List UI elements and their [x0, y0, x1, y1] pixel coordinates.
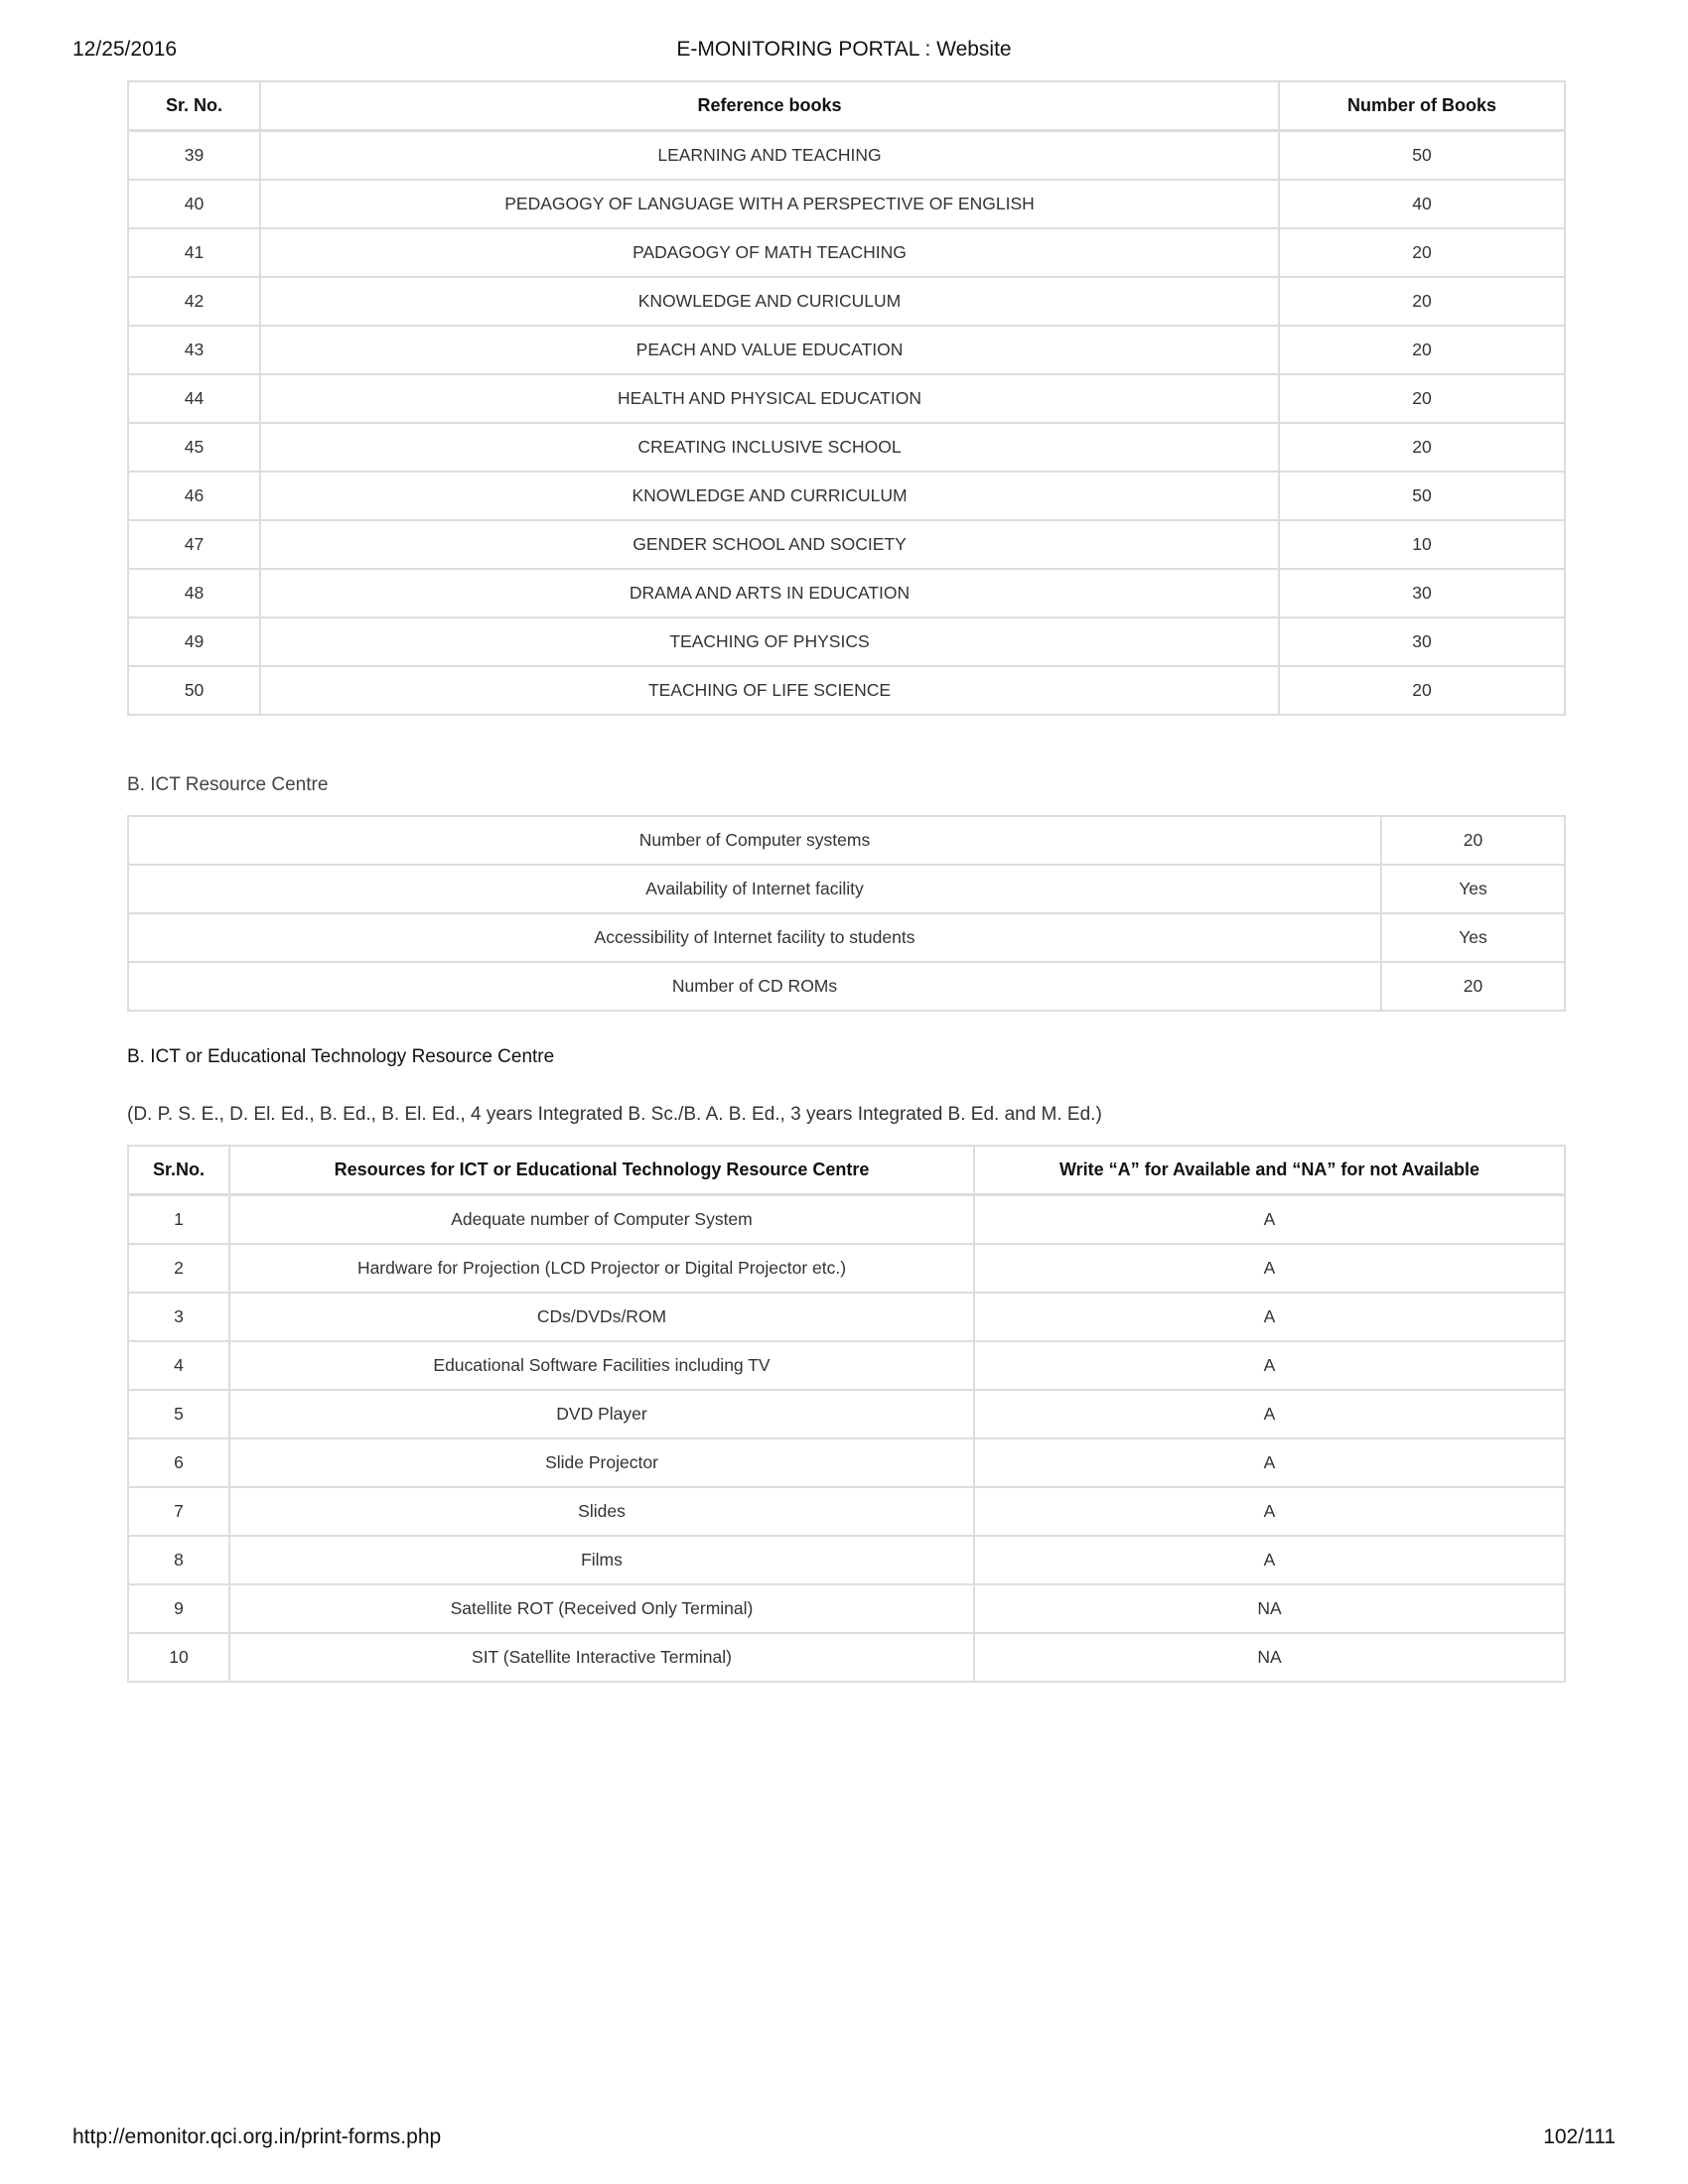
availability-cell: A [974, 1244, 1565, 1293]
number-of-books-cell: 50 [1279, 131, 1565, 181]
sr-no-cell: 5 [128, 1390, 229, 1438]
sr-no-cell: 48 [128, 569, 260, 617]
table-row [128, 569, 1565, 617]
reference-book-cell: LEARNING AND TEACHING [260, 131, 1279, 181]
table-row [128, 1536, 1565, 1584]
sr-no-cell: 47 [128, 520, 260, 569]
table-row [128, 865, 1565, 913]
table-row [128, 962, 1565, 1011]
ict-item-cell: Number of Computer systems [128, 816, 1381, 865]
sr-no-cell: 7 [128, 1487, 229, 1536]
number-of-books-cell: 20 [1279, 423, 1565, 472]
sr-no-cell: 41 [128, 228, 260, 277]
table-header-row [128, 81, 1565, 131]
sr-no-cell: 45 [128, 423, 260, 472]
table-row [128, 1244, 1565, 1293]
table-row [128, 1633, 1565, 1682]
sr-no-cell: 50 [128, 666, 260, 715]
availability-cell: A [974, 1536, 1565, 1584]
ict-value-cell: Yes [1381, 913, 1565, 962]
ict-value-cell: 20 [1381, 962, 1565, 1011]
reference-books-table [127, 80, 1566, 716]
column-header-sr-no: Sr.No. [128, 1146, 229, 1195]
table-row [128, 1341, 1565, 1390]
number-of-books-cell: 30 [1279, 569, 1565, 617]
reference-book-cell: PEACH AND VALUE EDUCATION [260, 326, 1279, 374]
availability-cell: A [974, 1487, 1565, 1536]
availability-cell: A [974, 1293, 1565, 1341]
table-row [128, 228, 1565, 277]
ict-item-cell: Availability of Internet facility [128, 865, 1381, 913]
table-row [128, 816, 1565, 865]
ict-resource-table [127, 815, 1566, 1012]
resource-cell: Hardware for Projection (LCD Projector or Digital Projector etc.) [229, 1244, 974, 1293]
reference-book-cell: KNOWLEDGE AND CURICULUM [260, 277, 1279, 326]
table-row [128, 374, 1565, 423]
number-of-books-cell: 20 [1279, 326, 1565, 374]
resource-cell: Films [229, 1536, 974, 1584]
page-title: E-MONITORING PORTAL : Website [676, 38, 1012, 61]
sr-no-cell: 39 [128, 131, 260, 181]
table-row [128, 131, 1565, 181]
table-row [128, 423, 1565, 472]
resource-cell: Satellite ROT (Received Only Terminal) [229, 1584, 974, 1633]
sr-no-cell: 46 [128, 472, 260, 520]
number-of-books-cell: 10 [1279, 520, 1565, 569]
number-of-books-cell: 20 [1279, 228, 1565, 277]
column-header-resources: Resources for ICT or Educational Technology Resource Centre [229, 1146, 974, 1195]
table-header-row [128, 1146, 1565, 1195]
availability-cell: A [974, 1390, 1565, 1438]
table-row [128, 666, 1565, 715]
sr-no-cell: 8 [128, 1536, 229, 1584]
availability-cell: NA [974, 1633, 1565, 1682]
table-row [128, 180, 1565, 228]
print-footer [72, 2125, 1616, 2155]
availability-cell: NA [974, 1584, 1565, 1633]
reference-book-cell: GENDER SCHOOL AND SOCIETY [260, 520, 1279, 569]
sr-no-cell: 10 [128, 1633, 229, 1682]
number-of-books-cell: 20 [1279, 666, 1565, 715]
ict-item-cell: Accessibility of Internet facility to students [128, 913, 1381, 962]
reference-book-cell: HEALTH AND PHYSICAL EDUCATION [260, 374, 1279, 423]
sr-no-cell: 4 [128, 1341, 229, 1390]
resource-cell: SIT (Satellite Interactive Terminal) [229, 1633, 974, 1682]
table-row [128, 520, 1565, 569]
number-of-books-cell: 30 [1279, 617, 1565, 666]
resource-cell: Educational Software Facilities including TV [229, 1341, 974, 1390]
table-row [128, 617, 1565, 666]
educational-technology-resources-table [127, 1145, 1566, 1683]
table-row [128, 913, 1565, 962]
resource-cell: Adequate number of Computer System [229, 1195, 974, 1245]
table-row [128, 1487, 1565, 1536]
sr-no-cell: 6 [128, 1438, 229, 1487]
resources-section-heading: B. ICT or Educational Technology Resource Centre [127, 1046, 555, 1067]
ict-item-cell: Number of CD ROMs [128, 962, 1381, 1011]
sr-no-cell: 44 [128, 374, 260, 423]
page-url: http://emonitor.qci.org.in/print-forms.php [72, 2125, 442, 2148]
resource-cell: Slides [229, 1487, 974, 1536]
resources-section-subheading: (D. P. S. E., D. El. Ed., B. Ed., B. El. Ed., 4 years Integrated B. Sc./B. A. B. Ed., 3 years Integrated B. Ed. and M. Ed.) [127, 1104, 1102, 1125]
sr-no-cell: 49 [128, 617, 260, 666]
table-row [128, 1390, 1565, 1438]
number-of-books-cell: 50 [1279, 472, 1565, 520]
sr-no-cell: 2 [128, 1244, 229, 1293]
table-row [128, 472, 1565, 520]
sr-no-cell: 42 [128, 277, 260, 326]
educational-technology-resources-body [128, 1195, 1565, 1683]
sr-no-cell: 40 [128, 180, 260, 228]
availability-cell: A [974, 1195, 1565, 1245]
number-of-books-cell: 20 [1279, 277, 1565, 326]
table-row [128, 1584, 1565, 1633]
resource-cell: CDs/DVDs/ROM [229, 1293, 974, 1341]
column-header-number-of-books: Number of Books [1279, 81, 1565, 131]
column-header-sr-no: Sr. No. [128, 81, 260, 131]
reference-book-cell: PADAGOGY OF MATH TEACHING [260, 228, 1279, 277]
page-number: 102/111 [1543, 2125, 1616, 2148]
ict-value-cell: 20 [1381, 816, 1565, 865]
resource-cell: DVD Player [229, 1390, 974, 1438]
availability-cell: A [974, 1341, 1565, 1390]
sr-no-cell: 1 [128, 1195, 229, 1245]
resource-cell: Slide Projector [229, 1438, 974, 1487]
number-of-books-cell: 40 [1279, 180, 1565, 228]
number-of-books-cell: 20 [1279, 374, 1565, 423]
ict-resource-body [128, 816, 1565, 1011]
reference-books-body [128, 131, 1565, 716]
reference-book-cell: PEDAGOGY OF LANGUAGE WITH A PERSPECTIVE OF ENGLISH [260, 180, 1279, 228]
sr-no-cell: 3 [128, 1293, 229, 1341]
column-header-reference-books: Reference books [260, 81, 1279, 131]
table-row [128, 1438, 1565, 1487]
ict-section-label: B. ICT Resource Centre [127, 774, 329, 795]
ict-value-cell: Yes [1381, 865, 1565, 913]
column-header-availability: Write “A” for Available and “NA” for not Available [974, 1146, 1565, 1195]
print-date: 12/25/2016 [72, 38, 178, 61]
table-row [128, 326, 1565, 374]
availability-cell: A [974, 1438, 1565, 1487]
reference-book-cell: TEACHING OF PHYSICS [260, 617, 1279, 666]
table-row [128, 1195, 1565, 1245]
reference-book-cell: TEACHING OF LIFE SCIENCE [260, 666, 1279, 715]
table-row [128, 1293, 1565, 1341]
reference-book-cell: KNOWLEDGE AND CURRICULUM [260, 472, 1279, 520]
table-row [128, 277, 1565, 326]
sr-no-cell: 9 [128, 1584, 229, 1633]
print-header [72, 38, 1616, 68]
sr-no-cell: 43 [128, 326, 260, 374]
reference-book-cell: DRAMA AND ARTS IN EDUCATION [260, 569, 1279, 617]
reference-book-cell: CREATING INCLUSIVE SCHOOL [260, 423, 1279, 472]
